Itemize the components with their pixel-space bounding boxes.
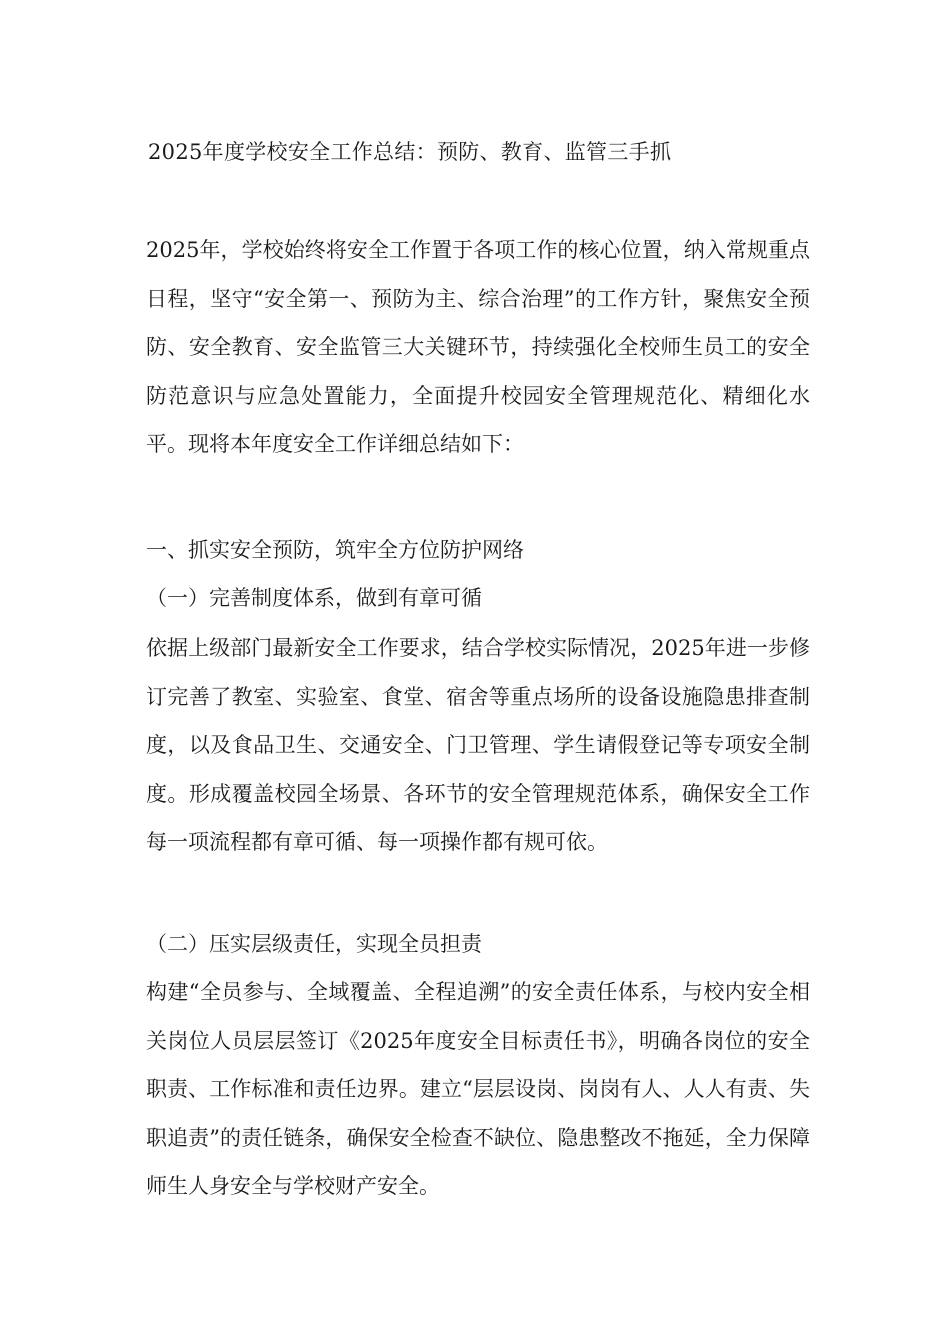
subsection-2-body: 构建“全员参与、全域覆盖、全程追溯”的安全责任体系，与校内安全相关岗位人员层层签订《2025年度安全目标责任书》，明确各岗位的安全职责、工作标准和责任边界。建立“层层设岗、岗岗有人、人人有责、失职追责”的责任链条，确保安全检查不缺位、隐患整改不拖延，全力保障师生人身安全与学校财产安全。 — [146, 980, 810, 1198]
section-1-heading: 一、抓实安全预防，筑牢全方位防护网络 — [146, 538, 524, 562]
subsection-1-body: 依据上级部门最新安全工作要求，结合学校实际情况，2025年进一步修订完善了教室、实验室、食堂、宿舍等重点场所的设备设施隐患排查制度，以及食品卫生、交通安全、门卫管理、学生请假登记等专项安全制度。形成覆盖校园全场景、各环节的安全管理规范体系，确保安全工作每一项流程都有章可循、每一项操作都有规可依。 — [146, 636, 810, 854]
document-title: 2025年度学校安全工作总结：预防、教育、监管三手抓 — [148, 140, 672, 164]
intro-paragraph: 2025年，学校始终将安全工作置于各项工作的核心位置，纳入常规重点日程，坚守“安全第一、预防为主、综合治理”的工作方针，聚焦安全预防、安全教育、安全监管三大关键环节，持续强化全校师生员工的安全防范意识与应急处置能力，全面提升校园安全管理规范化、精细化水平。现将本年度安全工作详细总结如下： — [146, 238, 810, 456]
subsection-1-heading: （一）完善制度体系，做到有章可循 — [146, 586, 482, 610]
subsection-2-heading: （二）压实层级责任，实现全员担责 — [146, 932, 482, 956]
